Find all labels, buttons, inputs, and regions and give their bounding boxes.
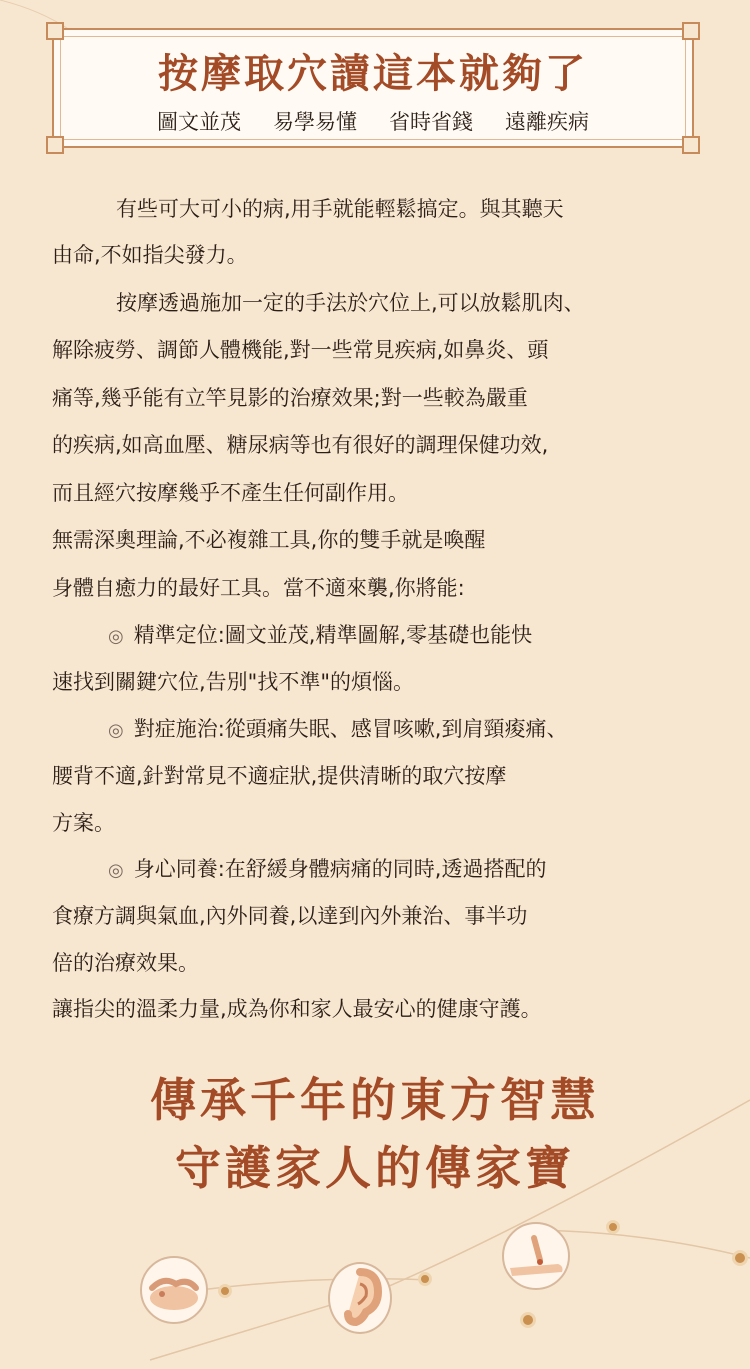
feature-tag: 圖文並茂	[157, 110, 241, 134]
text-line: 痛等,幾乎能有立竿見影的治療效果;對一些較為嚴重	[52, 386, 528, 410]
decor-dot	[218, 1284, 232, 1298]
ear-icon	[328, 1262, 392, 1334]
feature-tag: 省時省錢	[389, 110, 473, 134]
slogan-line: 傳承千年的東方智慧	[150, 1073, 600, 1127]
corner-ornament	[46, 22, 64, 40]
corner-ornament	[682, 22, 700, 40]
header-banner	[52, 28, 694, 148]
foot-massage-icon	[140, 1256, 208, 1324]
bullet-icon: ◎	[108, 860, 124, 881]
bullet-icon: ◎	[108, 720, 124, 741]
feature-tag: 易學易懂	[273, 110, 357, 134]
text-line: 由命,不如指尖發力。	[52, 243, 248, 267]
bullet-item	[52, 620, 532, 650]
text-line: 身體自癒力的最好工具。當不適來襲,你將能:	[52, 576, 465, 600]
feature-tag: 遠離疾病	[505, 110, 589, 134]
text-line: 方案。	[52, 811, 115, 835]
leg-acupressure-icon	[502, 1222, 570, 1290]
bullet-item	[52, 854, 546, 884]
text-line: 食療方調與氣血,內外同養,以達到內外兼治、事半功	[52, 904, 528, 928]
closing-line: 讓指尖的溫柔力量,成為你和家人最安心的健康守護。	[52, 997, 542, 1021]
text-line: 有些可大可小的病,用手就能輕鬆搞定。與其聽天	[116, 197, 564, 221]
text-line: 的疾病,如高血壓、糖尿病等也有很好的調理保健功效,	[52, 433, 549, 457]
feature-tags	[54, 106, 692, 136]
text-line: 速找到關鍵穴位,告別"找不準"的煩惱。	[52, 670, 414, 694]
decor-dot	[520, 1312, 536, 1328]
text-line: 解除疲勞、調節人體機能,對一些常見疾病,如鼻炎、頭	[52, 338, 549, 362]
text-line: 無需深奧理論,不必複雜工具,你的雙手就是喚醒	[52, 528, 486, 552]
decor-dot	[418, 1272, 432, 1286]
text-line: 倍的治療效果。	[52, 951, 199, 975]
bullet-icon: ◎	[108, 626, 124, 647]
corner-ornament	[46, 136, 64, 154]
bullet-text: 身心同養:在舒緩身體病痛的同時,透過搭配的	[133, 857, 547, 881]
decor-dot	[732, 1250, 748, 1266]
bullet-text: 精準定位:圖文並茂,精準圖解,零基礎也能快	[133, 623, 533, 647]
text-line: 而且經穴按摩幾乎不產生任何副作用。	[52, 481, 409, 505]
bullet-text: 對症施治:從頭痛失眠、感冒咳嗽,到肩頸痠痛、	[133, 717, 568, 741]
text-line: 按摩透過施加一定的手法於穴位上,可以放鬆肌肉、	[116, 291, 585, 315]
text-line: 腰背不適,針對常見不適症狀,提供清晰的取穴按摩	[52, 764, 507, 788]
page-title: 按摩取穴讀這本就夠了	[158, 51, 588, 97]
corner-ornament	[682, 136, 700, 154]
decor-dot	[606, 1220, 620, 1234]
slogan-line: 守護家人的傳家寶	[175, 1141, 575, 1195]
bullet-item	[52, 714, 567, 744]
